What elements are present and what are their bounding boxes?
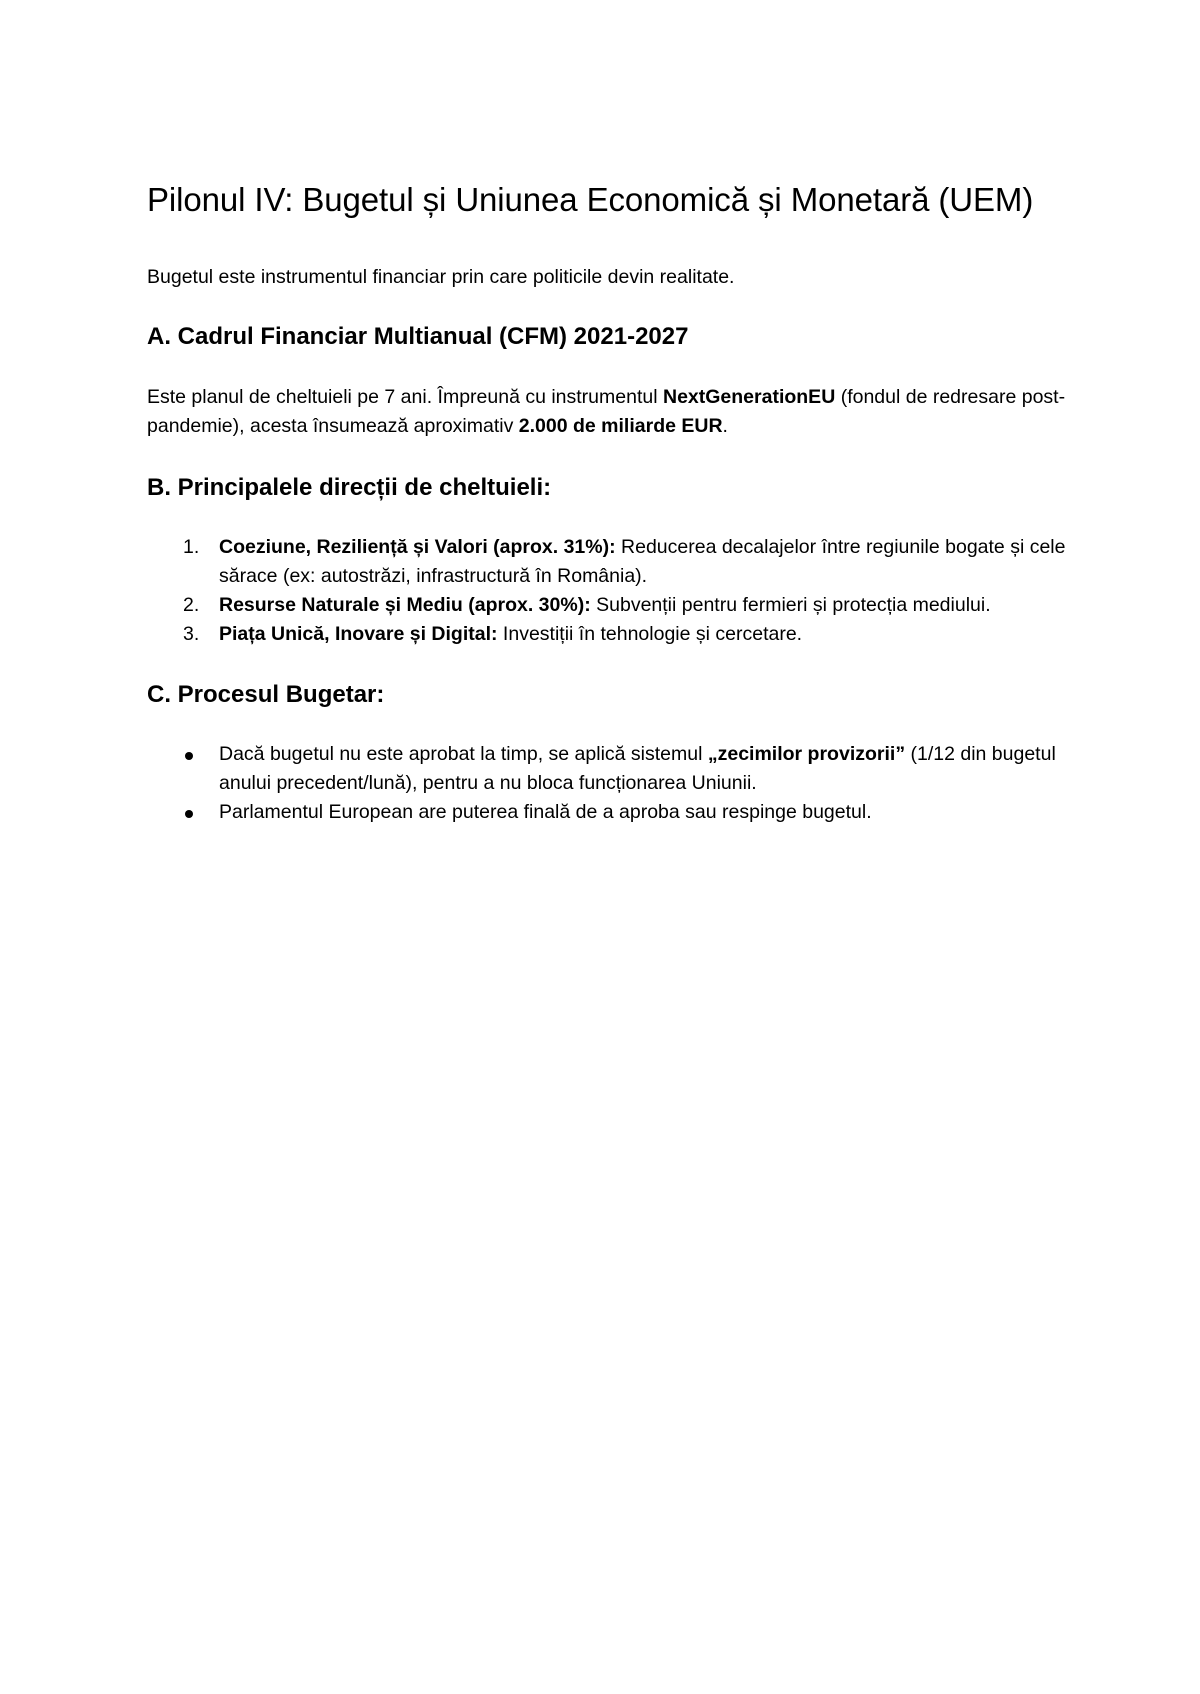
list-item: Parlamentul European are puterea finală de a aproba sau respinge bugetul. <box>147 798 1077 827</box>
bullet-icon <box>185 810 193 818</box>
list-item: Dacă bugetul nu este aprobat la timp, se aplică sistemul „zecimilor provizorii” (1/12 din bugetul anului precedent/lună), pentru a nu bloca funcționarea Uniunii. <box>147 740 1077 798</box>
intro-paragraph: Bugetul este instrumentul financiar prin care politicile devin realitate. <box>147 266 735 288</box>
section-b-heading: B. Principalele direcții de cheltuieli: <box>147 474 552 501</box>
nextgeneration-term: NextGenerationEU <box>662 386 836 408</box>
bullet-icon <box>185 752 193 760</box>
section-a-heading: A. Cadrul Financiar Multianual (CFM) 2021-2027 <box>147 323 689 350</box>
document-page <box>147 180 1077 827</box>
budget-amount: 2.000 de miliarde EUR <box>518 415 723 437</box>
spending-directions-list <box>147 533 1077 649</box>
section-c-heading: C. Procesul Bugetar: <box>147 681 385 708</box>
budget-process-list <box>147 740 1077 827</box>
page-title: Pilonul IV: Bugetul și Uniunea Economică și Monetară (UEM) <box>147 181 1034 218</box>
list-item: 1. Coeziune, Reziliență și Valori (aprox. 31%): Reducerea decalajelor între regiunile bogate și cele sărace (ex: autostrăzi, infrastructură în România). <box>183 536 1066 587</box>
section-a-paragraph: Este planul de cheltuieli pe 7 ani. Împreună cu instrumentul NextGenerationEU (fondul de redresare post-pandemie), acesta însumează aproximativ 2.000 de miliarde EUR. <box>147 386 1066 437</box>
list-item: 3. Piața Unică, Inovare și Digital: Investiții în tehnologie și cercetare. <box>183 623 803 645</box>
list-item: 2. Resurse Naturale și Mediu (aprox. 30%): Subvenții pentru fermieri și protecția mediului. <box>183 594 991 616</box>
